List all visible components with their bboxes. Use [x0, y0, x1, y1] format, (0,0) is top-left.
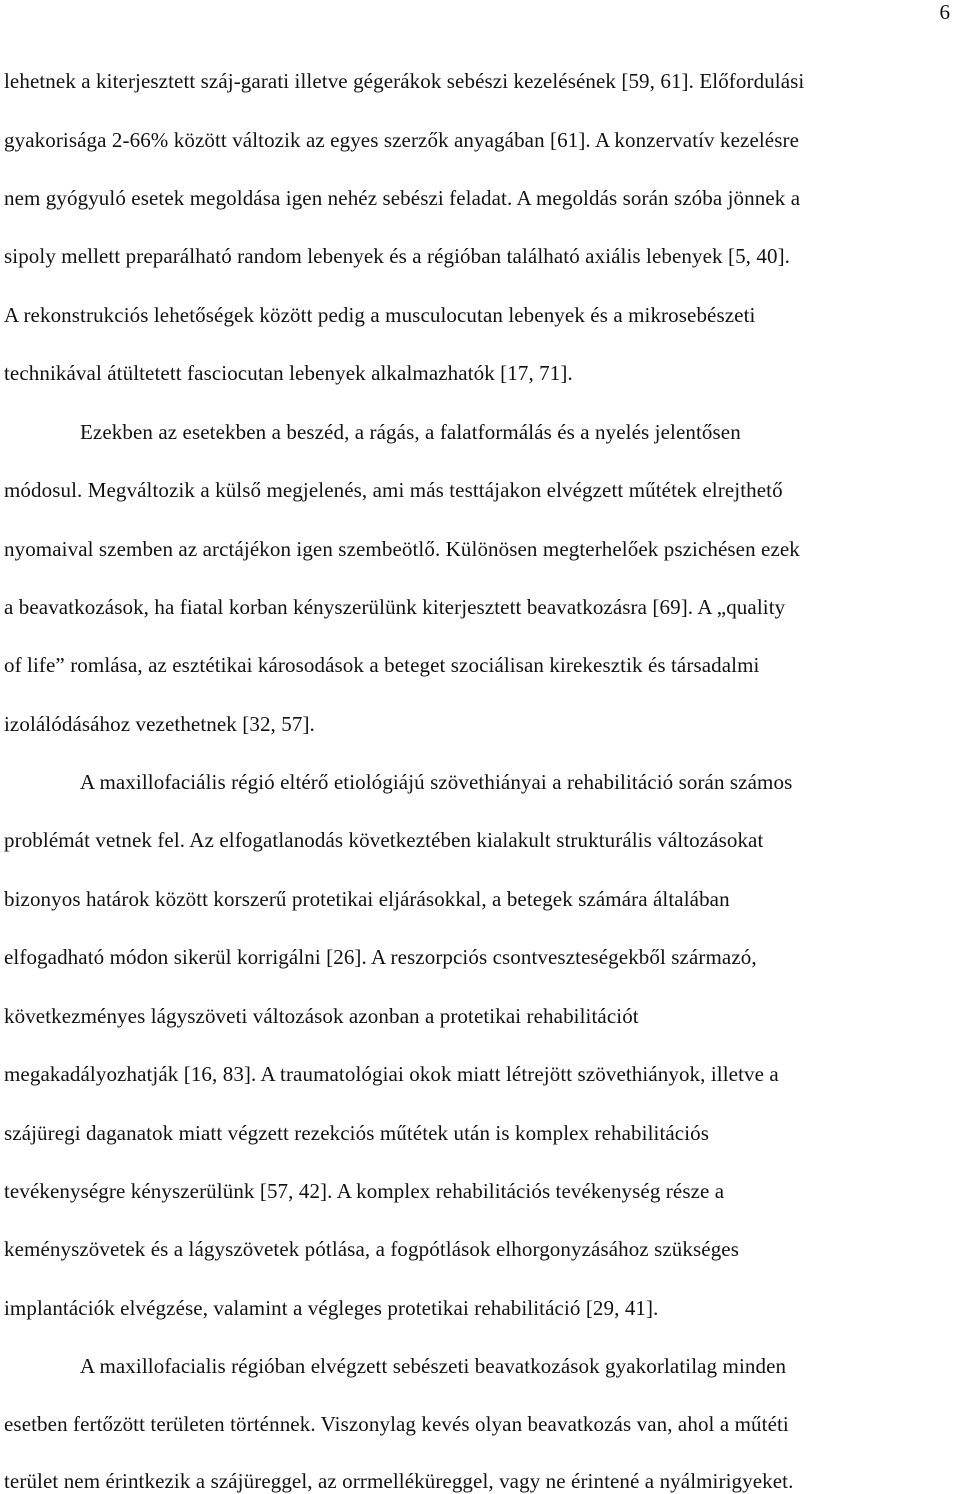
text-line: Ezekben az esetekben a beszéd, a rágás, a falatformálás és a nyelés jelentősen — [80, 420, 741, 444]
text-line: esetben fertőzött területen történnek. Viszonylag kevés olyan beavatkozás van, ahol a műtéti — [4, 1412, 789, 1436]
text-line: terület nem érintkezik a szájüreggel, az orrmelléküreggel, vagy ne érintené a nyálmirigyeket. — [4, 1469, 794, 1493]
text-line: keményszövetek és a lágyszövetek pótlása, a fogpótlások elhorgonyzásához szükséges — [4, 1237, 739, 1261]
text-line: technikával átültetett fasciocutan lebenyek alkalmazhatók [17, 71]. — [4, 361, 573, 385]
text-line: szájüregi daganatok miatt végzett rezekciós műtétek után is komplex rehabilitációs — [4, 1121, 710, 1145]
text-line: of life” romlása, az esztétikai károsodások a beteget szociálisan kirekesztik és társadalmi — [4, 653, 760, 677]
text-line: gyakorisága 2-66% között változik az egyes szerzők anyagában [61]. A konzervatív kezelésre — [4, 128, 800, 152]
text-line: A maxillofacialis régióban elvégzett sebészeti beavatkozások gyakorlatilag minden — [80, 1354, 787, 1378]
text-line: módosul. Megváltozik a külső megjelenés, ami más testtájakon elvégzett műtétek elrejthető — [4, 478, 783, 502]
text-line: A maxillofaciális régió eltérő etiológiájú szövethiányai a rehabilitáció során számos — [80, 770, 793, 794]
text-line: implantációk elvégzése, valamint a végleges protetikai rehabilitáció [29, 41]. — [4, 1296, 659, 1320]
text-line: nyomaival szemben az arctájékon igen szembeötlő. Különösen megterhelőek pszichésen ezek — [4, 537, 800, 561]
text-line: lehetnek a kiterjesztett száj-garati illetve gégerákok sebészi kezelésének [59, 61]. Előfordulási — [4, 69, 805, 93]
page-number: 6 — [939, 0, 950, 24]
text-line: bizonyos határok között korszerű protetikai eljárásokkal, a betegek számára általában — [4, 887, 730, 911]
text-line: A rekonstrukciós lehetőségek között pedig a musculocutan lebenyek és a mikrosebészeti — [4, 303, 756, 327]
text-line: tevékenységre kényszerülünk [57, 42]. A komplex rehabilitációs tevékenység része a — [4, 1179, 725, 1203]
text-line: következményes lágyszöveti változások azonban a protetikai rehabilitációt — [4, 1004, 639, 1028]
text-line: problémát vetnek fel. Az elfogatlanodás következtében kialakult strukturális változásokat — [4, 828, 764, 852]
text-line: nem gyógyuló esetek megoldása igen nehéz sebészi feladat. A megoldás során szóba jönnek a — [4, 186, 801, 210]
text-line: elfogadható módon sikerül korrigálni [26]. A reszorpciós csontveszteségekből származó, — [4, 945, 757, 969]
text-line: izolálódásához vezethetnek [32, 57]. — [4, 712, 315, 736]
text-line: a beavatkozások, ha fiatal korban kényszerülünk kiterjesztett beavatkozásra [69]. A „quality — [4, 595, 786, 619]
text-line: megakadályozhatják [16, 83]. A traumatológiai okok miatt létrejött szövethiányok, illetve a — [4, 1062, 779, 1086]
text-line: sipoly mellett preparálható random lebenyek és a régióban található axiális lebenyek [5, 40]. — [4, 244, 791, 268]
